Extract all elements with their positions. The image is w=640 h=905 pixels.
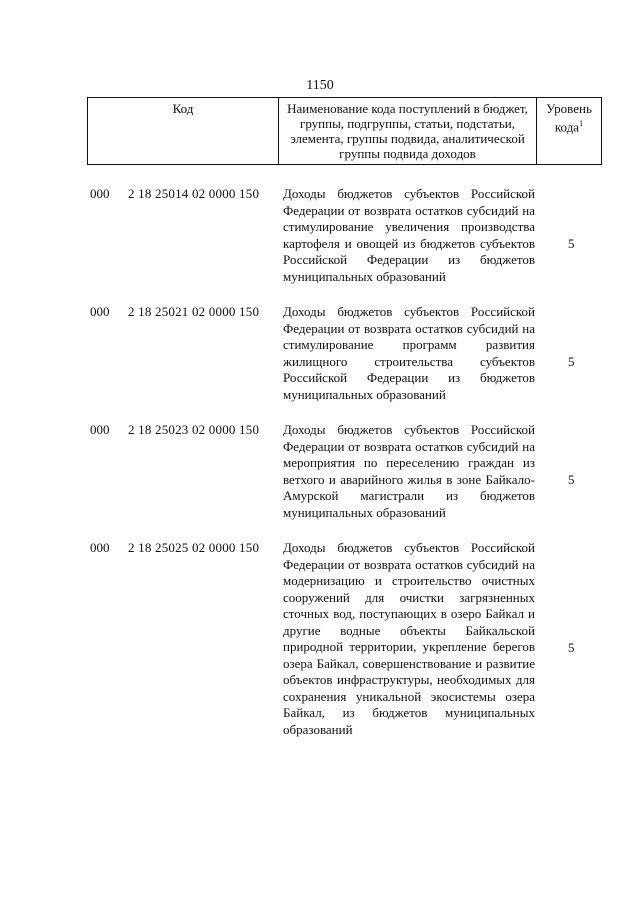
budget-code: 2 18 25025 02 0000 150 (128, 540, 260, 555)
page-number: 1150 (306, 78, 334, 93)
row-level: 5 (568, 472, 575, 487)
header-name: Наименование кода поступлений в бюджет, группы, подгруппы, статьи, подстатьи, элемента, группы подвида, аналитической группы подвида доходов (279, 98, 537, 164)
admin-code: 000 (90, 186, 110, 201)
row-description: Доходы бюджетов субъектов Российской Федерации от возврата остатков субсидий на стимулирование увеличения производства картофеля и овощей из бюджетов субъектов Российской Федерации из бюджетов муниципальных образований (283, 186, 535, 284)
header-level-label: Уровень кода (546, 101, 592, 135)
budget-code: 2 18 25021 02 0000 150 (128, 304, 260, 319)
row-description: Доходы бюджетов субъектов Российской Федерации от возврата остатков субсидий на мероприятия по переселению граждан из ветхого и аварийного жилья в зоне Байкало-Амурской магистрали из бюджетов муниципальных образований (283, 422, 535, 520)
budget-code: 2 18 25023 02 0000 150 (128, 422, 260, 437)
row-description: Доходы бюджетов субъектов Российской Федерации от возврата остатков субсидий на модернизацию и строительство очистных сооружений для очистки загрязненных сточных вод, поступающих в озеро Байкал и другие водные объекты Байкальской природной территории, укрепление берегов озера Байкал, совершенствование и развитие объектов инфраструктуры, необходимых для сохранения уникальной экосистемы озера Байкал, из бюджетов муниципальных образований (283, 540, 535, 737)
header-level (537, 98, 601, 164)
admin-code: 000 (90, 540, 110, 555)
header-code: Код (88, 98, 279, 164)
budget-code: 2 18 25014 02 0000 150 (128, 186, 260, 201)
row-level: 5 (568, 236, 575, 251)
table-header (87, 97, 602, 165)
row-level: 5 (568, 354, 575, 369)
row-description: Доходы бюджетов субъектов Российской Федерации от возврата остатков субсидий на стимулирование программ развития жилищного строительства субъектов Российской Федерации из бюджетов муниципальных образований (283, 304, 535, 402)
row-level: 5 (568, 640, 575, 655)
footnote-marker: 1 (579, 119, 584, 128)
admin-code: 000 (90, 422, 110, 437)
admin-code: 000 (90, 304, 110, 319)
